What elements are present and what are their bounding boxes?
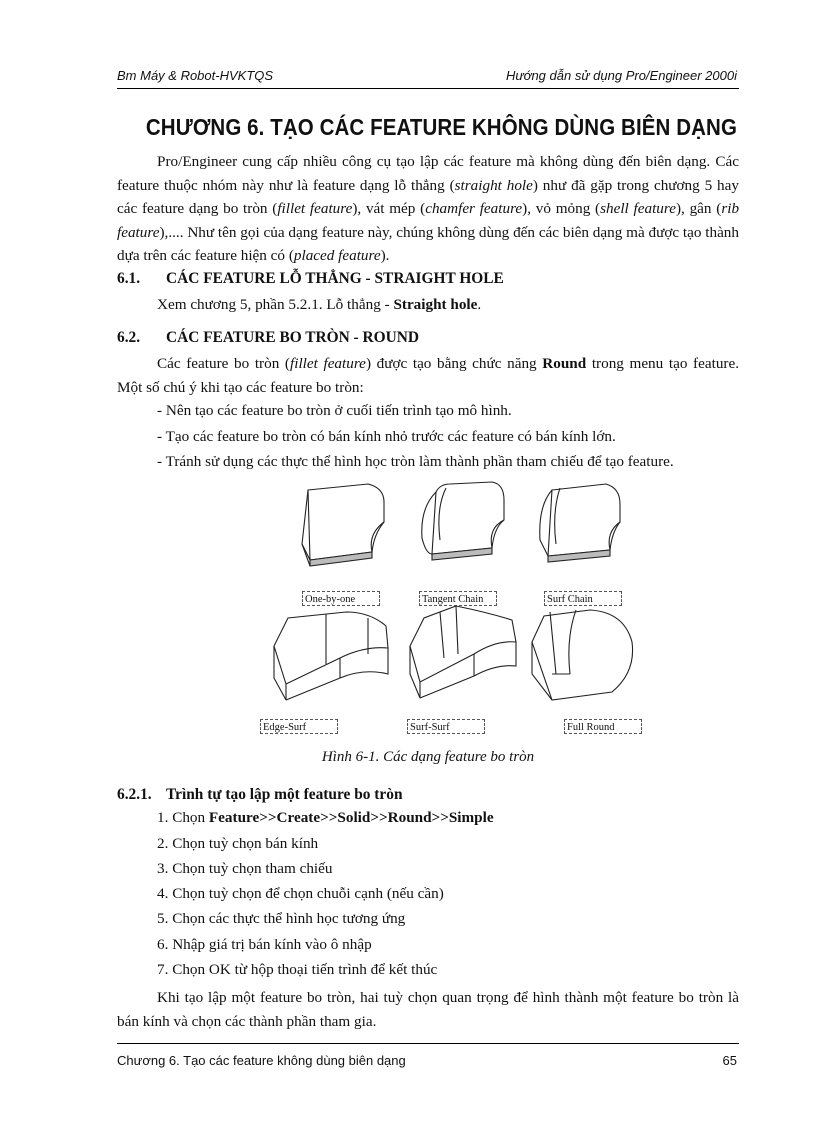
section-title: CÁC FEATURE LỖ THẲNG - STRAIGHT HOLE xyxy=(166,270,504,287)
step-item xyxy=(157,809,494,827)
s62-italic: fillet feature xyxy=(290,355,366,372)
section-title: CÁC FEATURE BO TRÒN - ROUND xyxy=(166,329,419,346)
intro-text: ),.... Như tên gọi của dạng feature này, chúng không dùng đến các biên dạng mà được tạo thành dựa trên các feature hiện có ( xyxy=(117,223,739,264)
page-header xyxy=(117,68,737,88)
note-item: - Nên tạo các feature bo tròn ở cuối tiến trình tạo mô hình. xyxy=(157,402,512,419)
intro-text: ) như đã gặp trong chương 5 hay các feature dạng bo tròn ( xyxy=(117,176,739,217)
closing-paragraph: Khi tạo lập một feature bo tròn, hai tuỳ chọn quan trọng để hình thành một feature bo tròn là bán kính và chọn các thành phần tham gia. xyxy=(117,989,739,1030)
section-number: 6.2. xyxy=(117,329,141,346)
note-item: - Tạo các feature bo tròn có bán kính nhỏ trước các feature có bán kính lớn. xyxy=(157,428,616,445)
header-rule xyxy=(117,88,739,89)
label-tangent-chain: Tangent Chain xyxy=(419,591,497,606)
label-edge-surf: Edge-Surf xyxy=(260,719,338,734)
intro-italic: shell feature xyxy=(600,200,676,217)
step-item: 4. Chọn tuỳ chọn để chọn chuỗi cạnh (nếu cần) xyxy=(157,885,444,902)
step-item: 2. Chọn tuỳ chọn bán kính xyxy=(157,835,319,852)
section-title: Trình tự tạo lập một feature bo tròn xyxy=(166,786,403,803)
header-left: Bm Máy & Robot-HVKTQS xyxy=(117,68,274,83)
intro-italic: rib feature xyxy=(117,200,740,241)
footer-rule xyxy=(117,1043,739,1044)
step-item: 3. Chọn tuỳ chọn tham chiếu xyxy=(157,860,333,877)
s61-end: . xyxy=(477,296,482,313)
s62-text: Các feature bo tròn ( xyxy=(157,355,290,372)
shape-full-round xyxy=(532,610,633,700)
s62-text: trong menu tạo feature. Một số chú ý khi tạo các feature bo tròn: xyxy=(117,355,740,396)
intro-text: ), vát mép ( xyxy=(352,200,426,217)
page-footer xyxy=(117,1053,737,1068)
intro-italic: chamfer feature xyxy=(425,200,523,217)
shape-surf-chain xyxy=(540,484,620,562)
step-item: 7. Chọn OK từ hộp thoại tiến trình để kết thúc xyxy=(157,961,438,978)
figure-caption: Hình 6-1. Các dạng feature bo tròn xyxy=(321,749,535,765)
intro-paragraph xyxy=(117,150,739,268)
step-item: 6. Nhập giá trị bán kính vào ô nhập xyxy=(157,936,372,953)
intro-text: ), vỏ mỏng ( xyxy=(522,200,601,217)
section-number: 6.1. xyxy=(117,270,141,287)
label-full-round: Full Round xyxy=(564,719,642,734)
label-surf-chain: Surf Chain xyxy=(544,591,622,606)
label-one-by-one: One-by-one xyxy=(302,591,380,606)
intro-text: ). xyxy=(380,247,390,264)
step-item: 5. Chọn các thực thể hình học tương ứng xyxy=(157,910,406,927)
intro-italic: placed feature xyxy=(293,247,381,264)
s62-bold: Round xyxy=(542,355,587,372)
shape-edge-surf xyxy=(274,612,388,700)
s61-text: Xem chương 5, phần 5.2.1. Lỗ thẳng - xyxy=(157,296,394,313)
label-surf-surf: Surf-Surf xyxy=(407,719,485,734)
section-6-1-text xyxy=(157,296,481,314)
intro-italic: straight hole xyxy=(454,176,533,194)
s61-bold: Straight hole xyxy=(393,296,478,313)
shape-surf-surf xyxy=(410,606,516,698)
section-number: 6.2.1. xyxy=(117,786,152,803)
header-right: Hướng dẫn sử dụng Pro/Engineer 2000i xyxy=(505,68,737,83)
page-number: 65 xyxy=(722,1053,737,1068)
note-item: - Tránh sử dụng các thực thể hình học tròn làm thành phần tham chiếu để tạo feature. xyxy=(157,453,674,470)
footer-chapter: Chương 6. Tạo các feature không dùng biên dạng xyxy=(117,1053,406,1068)
shape-tangent-chain xyxy=(422,482,504,560)
section-6-2-paragraph xyxy=(117,352,739,399)
step-command: Feature>>Create>>Solid>>Round>>Simple xyxy=(208,809,494,826)
shape-one-by-one xyxy=(302,484,384,566)
intro-text: ), gân ( xyxy=(675,200,722,217)
round-types-figure xyxy=(260,478,640,748)
s62-text: ) được tạo bằng chức năng xyxy=(365,355,543,372)
intro-italic: fillet feature xyxy=(277,200,353,217)
intro-text: Pro/Engineer cung cấp nhiều công cụ tạo lập các feature mà không dùng đến biên dạng. Các feature thuộc nhóm này như là feature dạng lỗ thẳng ( xyxy=(117,153,739,194)
step-prefix: 1. Chọn xyxy=(157,809,209,826)
round-shapes-drawing xyxy=(260,478,640,748)
chapter-title: CHƯƠNG 6. TẠO CÁC FEATURE KHÔNG DÙNG BIÊN DẠNG xyxy=(145,115,737,141)
